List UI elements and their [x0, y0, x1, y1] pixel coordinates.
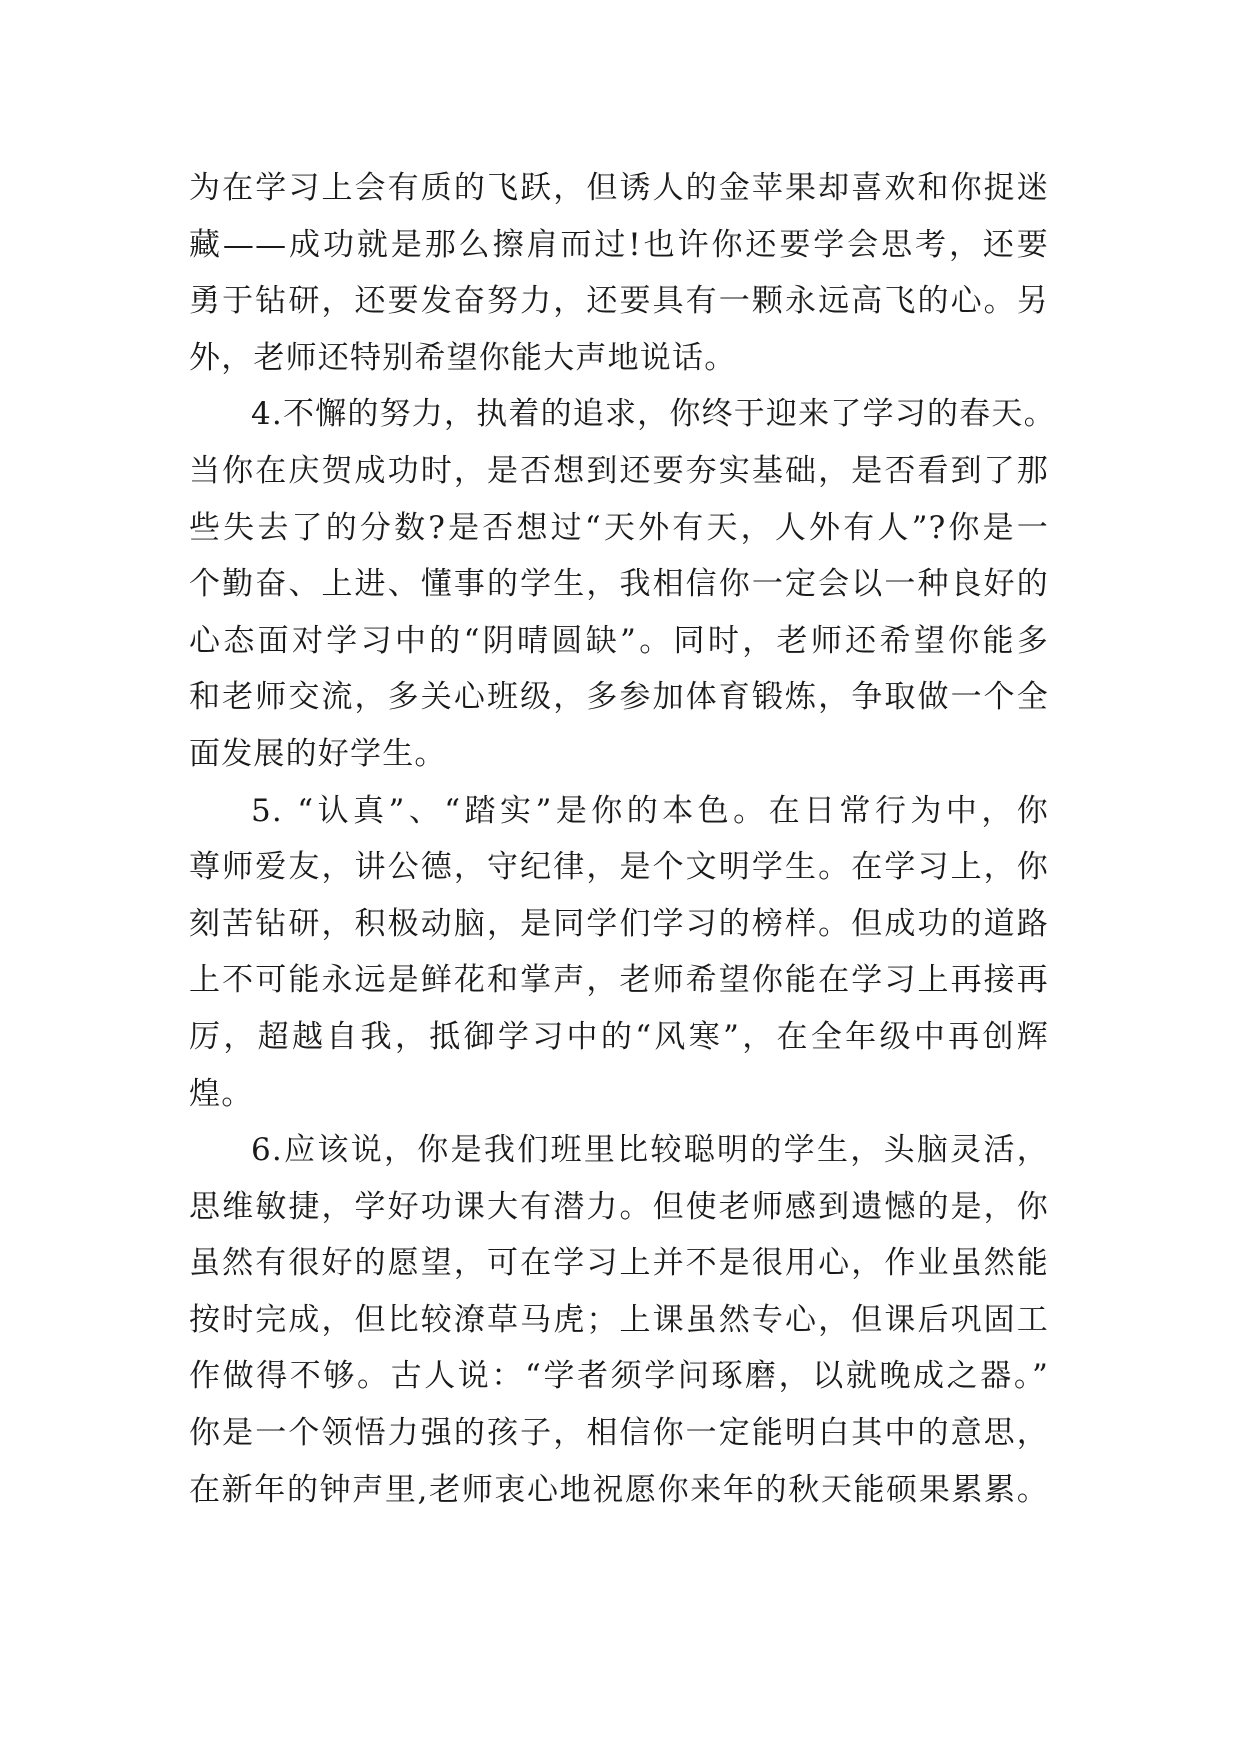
paragraph-5: [189, 783, 1049, 1123]
text-line: 上不可能永远是鲜花和掌声，老师希望你能在学习上再接再: [189, 962, 1049, 999]
text-line: 在新年的钟声里,老师衷心地祝愿你来年的秋天能硕果累累。: [189, 1471, 1049, 1508]
text-line: 煌。: [189, 1075, 254, 1112]
text-line: 外，老师还特别希望你能大声地说话。: [189, 339, 737, 376]
paragraph-4: [189, 386, 1056, 782]
text-line: 当你在庆贺成功时，是否想到还要夯实基础，是否看到了那: [189, 452, 1049, 489]
text-line: 你是一个领悟力强的孩子，相信你一定能明白其中的意思，: [189, 1415, 1049, 1452]
text-line: 按时完成，但比较潦草马虎；上课虽然专心，但课后巩固工: [189, 1301, 1049, 1338]
text-line: 些失去了的分数?是否想过“天外有天，人外有人”?你是一: [189, 509, 1049, 546]
text-line: 6.应该说，你是我们班里比较聪明的学生，头脑灵活，: [251, 1132, 1049, 1169]
text-line: 藏——成功就是那么擦肩而过!也许你还要学会思考，还要: [189, 226, 1049, 263]
text-line: 5. “认真”、“踏实”是你的本色。在日常行为中，你: [251, 792, 1049, 829]
text-line: 尊师爱友，讲公德，守纪律，是个文明学生。在学习上，你: [189, 849, 1049, 886]
text-line: 勇于钻研，还要发奋努力，还要具有一颗永远高飞的心。另: [189, 283, 1049, 320]
text-line: 心态面对学习中的“阴晴圆缺”。同时，老师还希望你能多: [189, 622, 1049, 659]
text-line: 和老师交流，多关心班级，多参加体育锻炼，争取做一个全: [189, 679, 1049, 716]
paragraph-3-continued: [189, 160, 1049, 386]
text-line: 作做得不够。古人说：“学者须学问琢磨，以就晚成之器。”: [189, 1358, 1049, 1395]
text-line: 4.不懈的努力，执着的追求，你终于迎来了学习的春天。: [251, 396, 1056, 433]
text-line: 厉，超越自我，抵御学习中的“风寒”，在全年级中再创辉: [189, 1018, 1049, 1055]
document-body: [189, 160, 1056, 1518]
text-line: 个勤奋、上进、懂事的学生，我相信你一定会以一种良好的: [189, 566, 1049, 603]
text-line: 虽然有很好的愿望，可在学习上并不是很用心，作业虽然能: [189, 1245, 1049, 1282]
text-line: 思维敏捷，学好功课大有潜力。但使老师感到遗憾的是，你: [189, 1188, 1049, 1225]
paragraph-6: [189, 1122, 1049, 1518]
text-line: 为在学习上会有质的飞跃，但诱人的金苹果却喜欢和你捉迷: [189, 170, 1049, 206]
text-line: 面发展的好学生。: [189, 735, 447, 772]
text-line: 刻苦钻研，积极动脑，是同学们学习的榜样。但成功的道路: [189, 905, 1049, 942]
